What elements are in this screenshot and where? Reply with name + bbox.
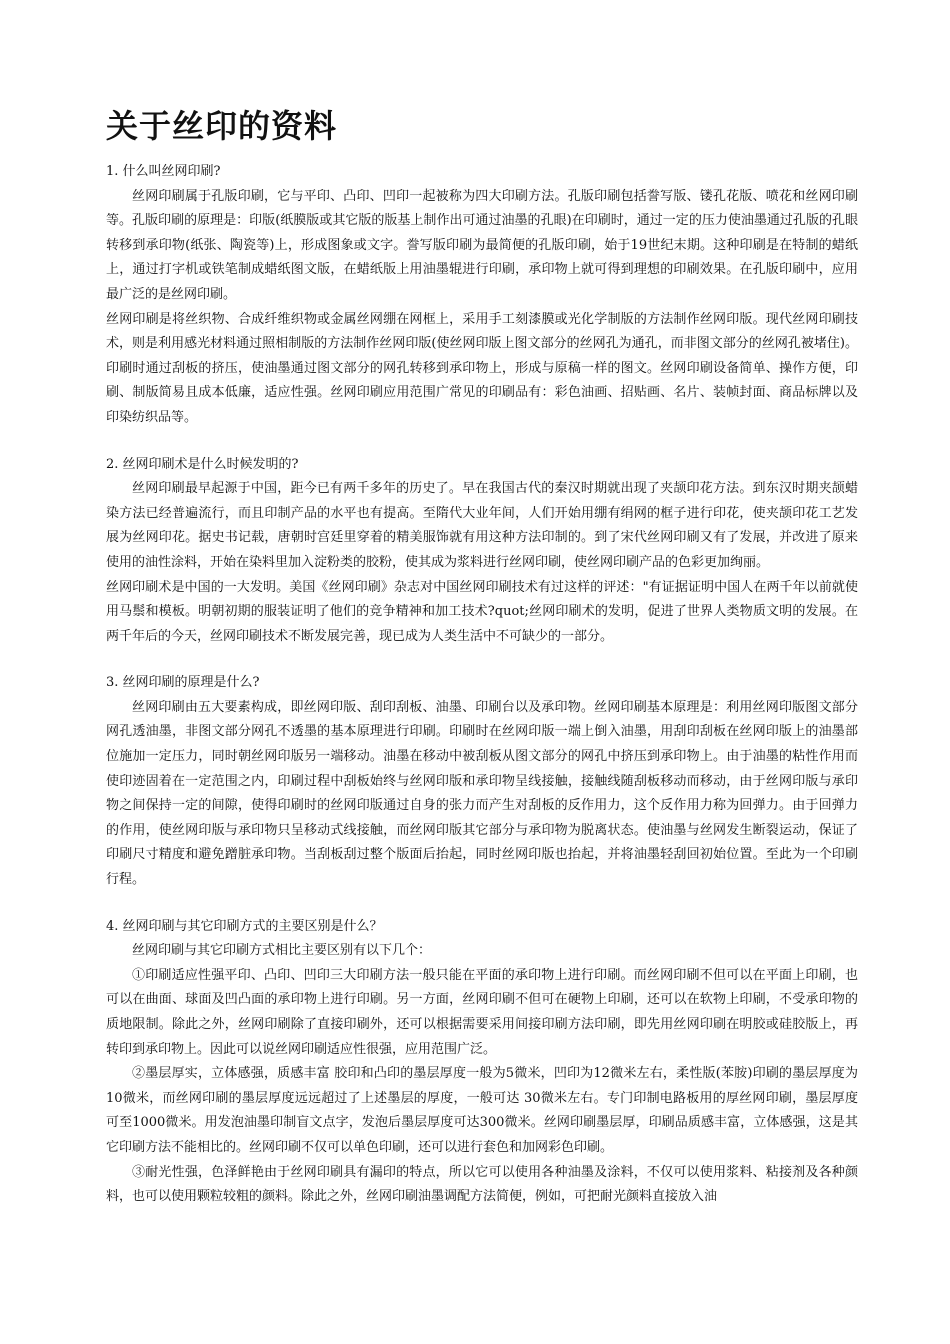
document-title: 关于丝印的资料	[106, 107, 338, 145]
section-3-paragraph: 丝网印刷由五大要素构成，即丝网印版、刮印刮板、油墨、印刷台以及承印物。丝网印刷基本原理是：利用丝网印版图文部分网孔透油墨，非图文部分网孔不透墨的基本原理进行印刷。印刷时在丝网印版一端上倒入油墨，用刮印刮板在丝网印版上的油墨部位施加一定压力，同时朝丝网印版另一端移动。油墨在移动中被刮板从图文部分的网孔中挤压到承印物上。由于油墨的粘性作用而使印迹固着在一定范围之内，印刷过程中刮板始终与丝网印版和承印物呈线接触，接触线随刮板移动而移动，由于丝网印版与承印物之间保持一定的间隙，使得印刷时的丝网印版通过自身的张力而产生对刮板的反作用力，这个反作用力称为回弹力。由于回弹力的作用，使丝网印版与承印物只呈移动式线接触，而丝网印版其它部分与承印物为脱离状态。使油墨与丝网发生断裂运动，保证了印刷尺寸精度和避免蹭脏承印物。当刮板刮过整个版面后抬起，同时丝网印版也抬起，并将油墨轻刮回初始位置。至此为一个印刷行程。	[106, 699, 858, 888]
section-3-heading: 3. 丝网印刷的原理是什么?	[106, 675, 260, 691]
document-page	[106, 104, 858, 1210]
section-4-paragraph: ②墨层厚实，立体感强，质感丰富 胶印和凸印的墨层厚度一般为5微米，凹印为12微米左右，柔性版(苯胺)印刷的墨层厚度为10微米，而丝网印刷的墨层厚度远远超过了上述墨层的厚度，一般可达 30微米左右。专门印制电路板用的厚丝网印刷，墨层厚度可至1000微米。用发泡油墨印制盲文点字，发泡后墨层厚度可达300微米。丝网印刷墨层厚，印刷品质感丰富，立体感强，这是其它印刷方法不能相比的。丝网印刷不仅可以单色印刷，还可以进行套色和加网彩色印刷。	[106, 1066, 858, 1155]
section-1-heading: 1. 什么叫丝网印刷?	[106, 164, 221, 179]
section-1-paragraph: 丝网印刷属于孔版印刷，它与平印、凸印、凹印一起被称为四大印刷方法。孔版印刷包括誊写版、镂孔花版、喷花和丝网印刷等。孔版印刷的原理是：印版(纸膜版或其它版的版基上制作出可通过油墨的孔眼)在印刷时，通过一定的压力使油墨通过孔版的孔眼转移到承印物(纸张、陶瓷等)上，形成图象或文字。誊写版印刷为最简便的孔版印刷，始于19世纪末期。这种印刷是在特制的蜡纸上，通过打字机或铁笔制成蜡纸图文版，在蜡纸版上用油墨辊进行印刷，承印物上就可得到理想的印刷效果。在孔版印刷中，应用最广泛的是丝网印刷。	[106, 188, 858, 302]
section-1-paragraph: 丝网印刷是将丝织物、合成纤维织物或金属丝网绷在网框上，采用手工刻漆膜或光化学制版的方法制作丝网印版。现代丝网印刷技术，则是利用感光材料通过照相制版的方法制作丝网印版(使丝网印版上图文部分的丝网孔为通孔，而非图文部分的丝网孔被堵住)。印刷时通过刮板的挤压，使油墨通过图文部分的网孔转移到承印物上，形成与原稿一样的图文。丝网印刷设备简单、操作方便，印刷、制版简易且成本低廉，适应性强。丝网印刷应用范围广常见的印刷品有：彩色油画、招贴画、名片、装帧封面、商品标牌以及印染纺织品等。	[106, 311, 858, 425]
section-2-paragraph: 丝网印刷最早起源于中国，距今已有两千多年的历史了。早在我国古代的秦汉时期就出现了夹颉印花方法。到东汉时期夹颉蜡染方法已经普遍流行，而且印制产品的水平也有提高。至隋代大业年间，人们开始用绷有绢网的框子进行印花，使夹颉印花工艺发展为丝网印花。据史书记载，唐朝时宫廷里穿着的精美服饰就有用这种方法印制的。到了宋代丝网印刷又有了发展，并改进了原来使用的油性涂料，开始在染料里加入淀粉类的胶粉，使其成为浆料进行丝网印刷，使丝网印刷产品的色彩更加绚丽。	[106, 481, 858, 570]
section-2-paragraph: 丝网印刷术是中国的一大发明。美国《丝网印刷》杂志对中国丝网印刷技术有过这样的评述："有证据证明中国人在两千年以前就使用马鬃和模板。明朝初期的服装证明了他们的竞争精神和加工技术?quot;丝网印刷术的发明，促进了世界人类物质文明的发展。在两千年后的今天，丝网印刷技术不断发展完善，现已成为人类生活中不可缺少的一部分。	[106, 579, 858, 644]
section-4-heading: 4. 丝网印刷与其它印刷方式的主要区别是什么？	[106, 918, 383, 934]
section-4-paragraph: 丝网印刷与其它印刷方式相比主要区别有以下几个：	[132, 943, 432, 959]
section-2-heading: 2. 丝网印刷术是什么时候发明的?	[106, 456, 299, 472]
section-4-paragraph: ③耐光性强，色泽鲜艳由于丝网印刷具有漏印的特点，所以它可以使用各种油墨及涂料，不仅可以使用浆料、粘接剂及各种颜料，也可以使用颗粒较粗的颜料。除此之外，丝网印刷油墨调配方法简便，例如，可把耐光颜料直接放入油	[106, 1164, 858, 1205]
section-4-paragraph: ①印刷适应性强平印、凸印、凹印三大印刷方法一般只能在平面的承印物上进行印刷。而丝网印刷不但可以在平面上印刷，也可以在曲面、球面及凹凸面的承印物上进行印刷。另一方面，丝网印刷不但可在硬物上印刷，还可以在软物上印刷，不受承印物的质地限制。除此之外，丝网印刷除了直接印刷外，还可以根据需要采用间接印刷方法印刷，即先用丝网印刷在明胶或硅胶版上，再转印到承印物上。因此可以说丝网印刷适应性很强，应用范围广泛。	[106, 967, 858, 1057]
